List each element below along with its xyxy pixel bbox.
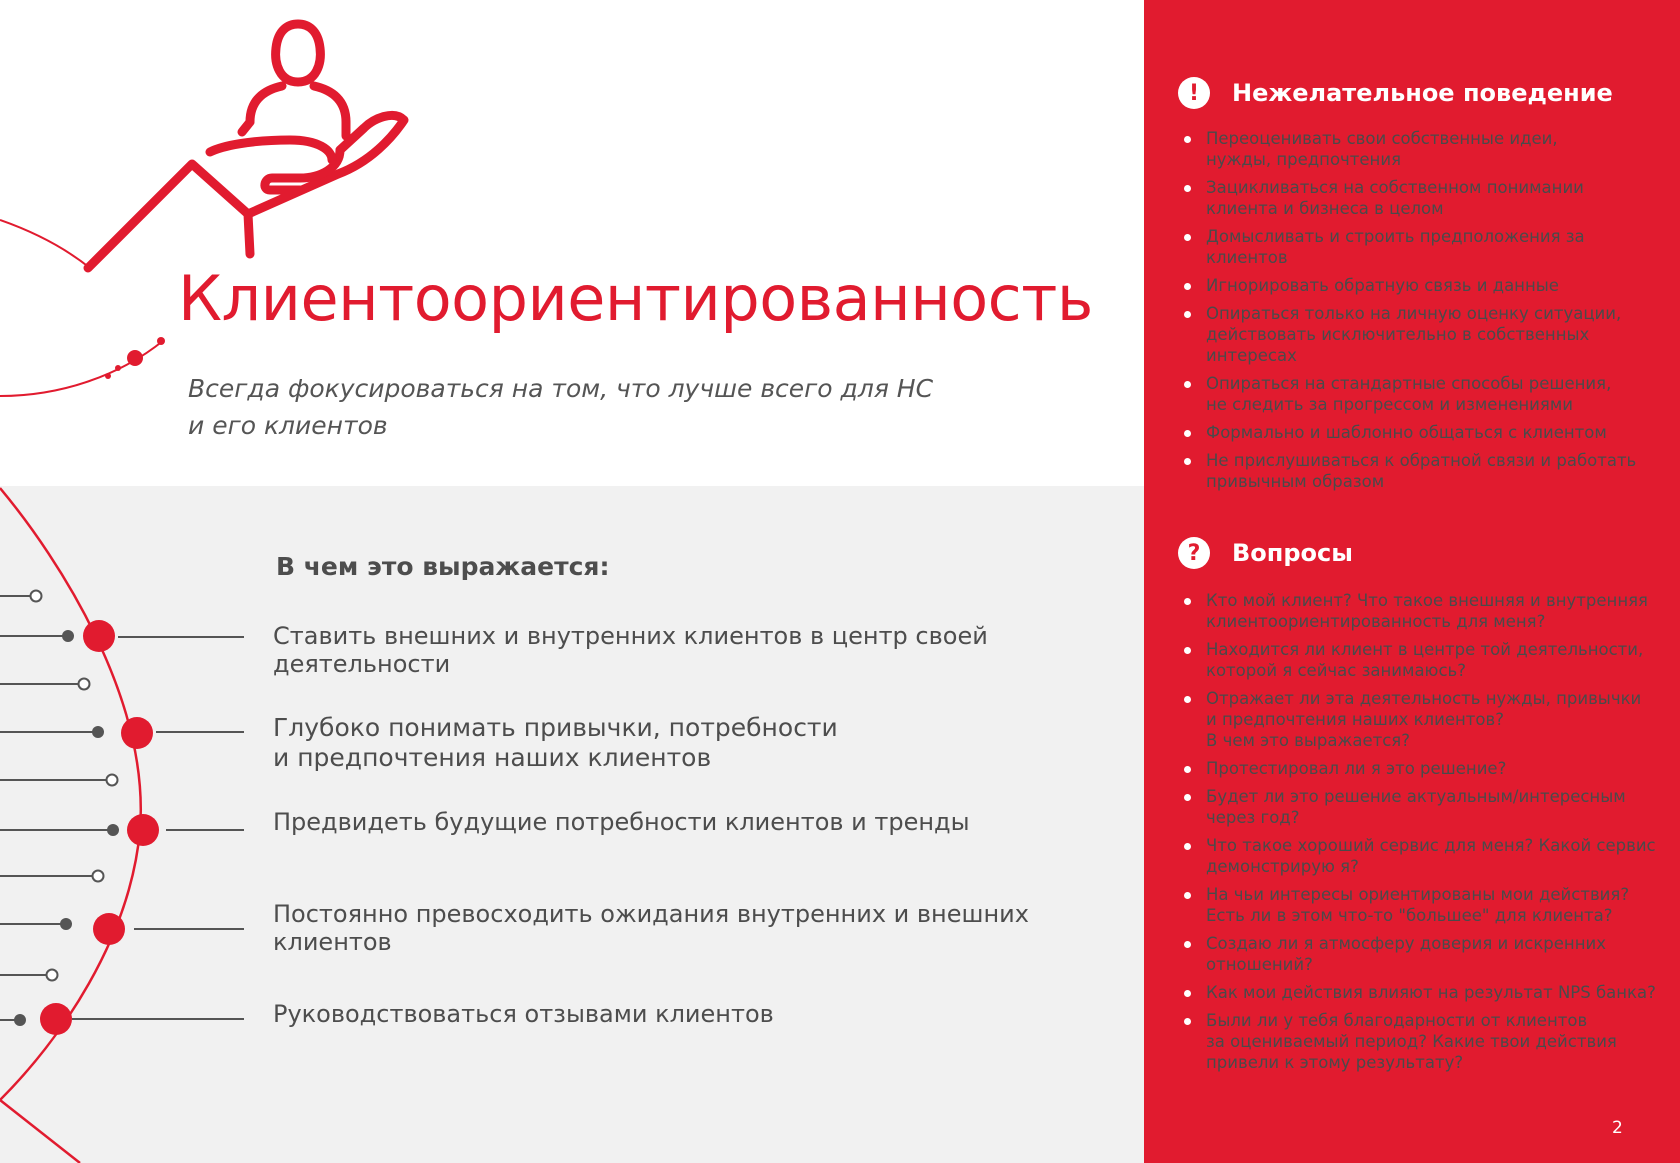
list-item-line: Игнорировать обратную связь и данные [1206, 276, 1559, 295]
point-line: Постоянно превосходить ожидания внутренних и внешних [273, 900, 1029, 928]
list-item-line: Создаю ли я атмосферу доверия и искренних [1206, 934, 1606, 953]
list-item [1184, 982, 1670, 1003]
questions-heading-text: Вопросы [1232, 539, 1353, 567]
page-title: Клиентоориентированность [178, 262, 1093, 335]
list-item-line: Домысливать и строить предположения за клиентов [1206, 227, 1585, 267]
undesired-list [1184, 128, 1670, 499]
list-item [1184, 688, 1670, 751]
list-item-line: Находится ли клиент в центре той деятельности, [1206, 640, 1644, 659]
list-item [1184, 884, 1670, 926]
expression-point [273, 622, 1033, 678]
expression-point [273, 713, 1033, 773]
subtitle [188, 370, 988, 444]
hand-person-icon [88, 24, 404, 268]
questions-list [1184, 590, 1670, 1080]
list-item-line: Формально и шаблонно общаться с клиентом [1206, 423, 1607, 442]
list-item-line: Опираться на стандартные способы решения, [1206, 374, 1612, 393]
list-item-line: и предпочтения наших клиентов? [1206, 710, 1504, 729]
point-line: Ставить внешних и внутренних клиентов в центр своей [273, 622, 988, 650]
undesired-heading-text: Нежелательное поведение [1232, 79, 1613, 107]
point-line: Предвидеть будущие потребности клиентов и тренды [273, 808, 970, 836]
list-item-line: На чьи интересы ориентированы мои действия? [1206, 885, 1630, 904]
question-icon: ? [1178, 537, 1210, 569]
list-item-line: демонстрирую я? [1206, 857, 1359, 876]
point-line: деятельности [273, 650, 451, 678]
list-item-line: за оцениваемый период? Какие твои действия [1206, 1032, 1617, 1051]
exclamation-icon: ! [1178, 77, 1210, 109]
list-item-line: привычным образом [1206, 472, 1385, 491]
point-line: клиентов [273, 928, 392, 956]
list-item [1184, 933, 1670, 975]
list-item-line: через год? [1206, 808, 1300, 827]
expression-point [273, 900, 1033, 956]
subtitle-line: Всегда фокусироваться на том, что лучше всего для НС [188, 374, 934, 403]
list-item [1184, 422, 1670, 443]
list-item-line: Есть ли в этом что-то "большее" для клиента? [1206, 906, 1613, 925]
list-item [1184, 590, 1670, 632]
list-item [1184, 226, 1670, 268]
list-item-line: Как мои действия влияют на результат NPS банка? [1206, 983, 1656, 1002]
list-item [1184, 1010, 1670, 1073]
list-item [1184, 128, 1670, 170]
expression-point [273, 808, 1033, 836]
list-item-line: нужды, предпочтения [1206, 150, 1401, 169]
list-item-line: Отражает ли эта деятельность нужды, привычки [1206, 689, 1642, 708]
subtitle-line: и его клиентов [188, 411, 388, 440]
point-line: Руководствоваться отзывами клиентов [273, 1000, 774, 1028]
list-item [1184, 177, 1670, 219]
list-item-line: не следить за прогрессом и изменениями [1206, 395, 1573, 414]
list-item-line: Зацикливаться на собственном понимании [1206, 178, 1584, 197]
point-line: и предпочтения наших клиентов [273, 743, 712, 772]
list-item [1184, 758, 1670, 779]
list-item-line: Не прислушиваться к обратной связи и работать [1206, 451, 1637, 470]
undesired-heading [1178, 77, 1613, 109]
list-item [1184, 835, 1670, 877]
list-item-line: привели к этому результату? [1206, 1053, 1464, 1072]
list-item [1184, 450, 1670, 492]
list-item-line: Будет ли это решение актуальным/интересным [1206, 787, 1626, 806]
list-item-line: Были ли у тебя благодарности от клиентов [1206, 1011, 1588, 1030]
list-item-line: действовать исключительно в собственных [1206, 325, 1590, 344]
list-item [1184, 275, 1670, 296]
list-item-line: клиента и бизнеса в целом [1206, 199, 1444, 218]
list-item-line: клиентоориентированность для меня? [1206, 612, 1546, 631]
list-item-line: интересах [1206, 346, 1297, 365]
page-number: 2 [1612, 1118, 1623, 1138]
expression-point [273, 1000, 1033, 1028]
list-item-line: Переоценивать свои собственные идеи, [1206, 129, 1558, 148]
list-item-line: Опираться только на личную оценку ситуации, [1206, 304, 1622, 323]
list-item [1184, 639, 1670, 681]
questions-heading [1178, 537, 1353, 569]
list-item-line: отношений? [1206, 955, 1313, 974]
list-item [1184, 303, 1670, 366]
list-item [1184, 373, 1670, 415]
list-item-line: Протестировал ли я это решение? [1206, 759, 1507, 778]
expression-heading: В чем это выражается: [276, 552, 610, 581]
list-item-line: Что такое хороший сервис для меня? Какой сервис [1206, 836, 1656, 855]
list-item [1184, 786, 1670, 828]
point-line: Глубоко понимать привычки, потребности [273, 713, 838, 742]
list-item-line: Кто мой клиент? Что такое внешняя и внутренняя [1206, 591, 1648, 610]
list-item-line: В чем это выражается? [1206, 731, 1410, 750]
list-item-line: которой я сейчас занимаюсь? [1206, 661, 1466, 680]
